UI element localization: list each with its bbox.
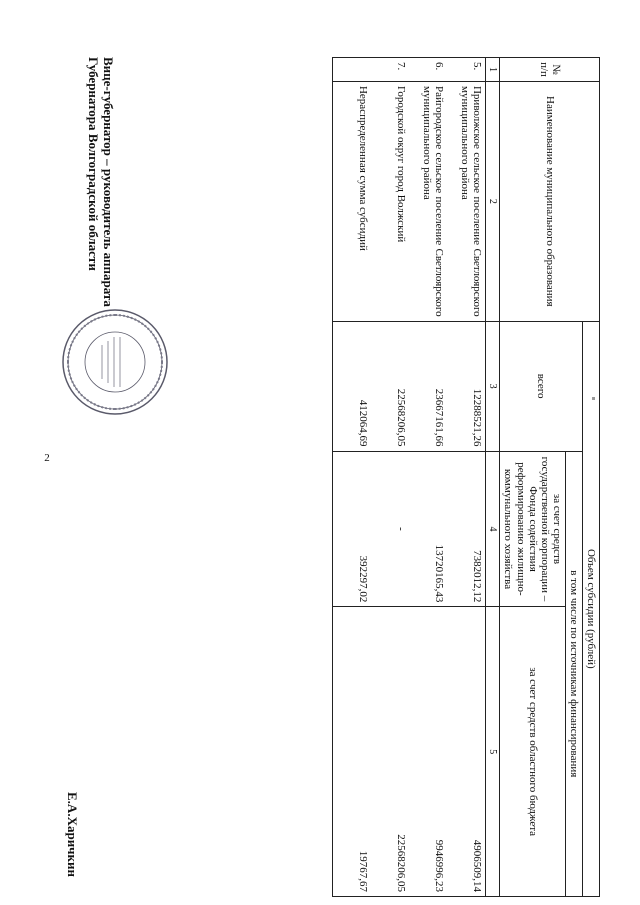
row-name: Городской округ город Волжский [371,81,409,321]
header-volume: Объем субсидии (рублей) [582,321,599,896]
column-number: 1 [486,58,500,82]
row-number: 7. [371,58,409,82]
signatory-position: Вице-губернатор – руководитель аппарата Губернатора Волгоградской области [86,57,116,307]
official-seal-stamp [60,307,170,417]
row-fund: 13720165,43 [409,451,447,607]
row-number: 6. [409,58,447,82]
row-total: 23667161,66 [409,321,447,451]
row-fund: 392297,02 [333,451,372,607]
table-row [333,58,372,897]
row-total: 12288521,26 [447,321,486,451]
row-number: 5. [447,58,486,82]
row-name: Райгородское сельское поселение Светлоярского муниципального района [409,81,447,321]
header-name: Наименование муниципального образования [500,81,600,321]
page-number: 2 [44,452,50,464]
row-total: 412064,69 [333,321,372,451]
table-row [447,58,486,897]
rotated-page-content [40,57,600,897]
row-name: Нераспределенная сумма субсидий [333,81,372,321]
header-including: в том числе по источникам финансирования [565,451,582,896]
row-regional: 19767,67 [333,607,372,897]
column-number-row [486,58,500,897]
column-number: 2 [486,81,500,321]
column-number: 5 [486,607,500,897]
header-fund: за счет средств государственной корпорации – Фонда содействия реформированию жилищно-коммунального хозяйства [500,451,565,607]
row-regional: 22568206,05 [371,607,409,897]
header-total: всего [500,321,583,451]
row-fund: 7382012,12 [447,451,486,607]
row-regional: 4906509,14 [447,607,486,897]
row-number [333,58,372,82]
table-row [371,58,409,897]
header-regional: за счет средств областного бюджета [500,607,565,897]
row-name: Приволжское сельское поселение Светлоярского муниципального района [447,81,486,321]
row-fund: - [371,451,409,607]
subsidy-table [332,57,600,897]
row-total: 22568206,05 [371,321,409,451]
column-number: 4 [486,451,500,607]
column-number: 3 [486,321,500,451]
row-regional: 9946996,23 [409,607,447,897]
signatory-name: Е.А.Харичкин [65,792,80,877]
header-no: № п/п [500,58,600,82]
table-row [409,58,447,897]
scan-speck [592,397,595,400]
